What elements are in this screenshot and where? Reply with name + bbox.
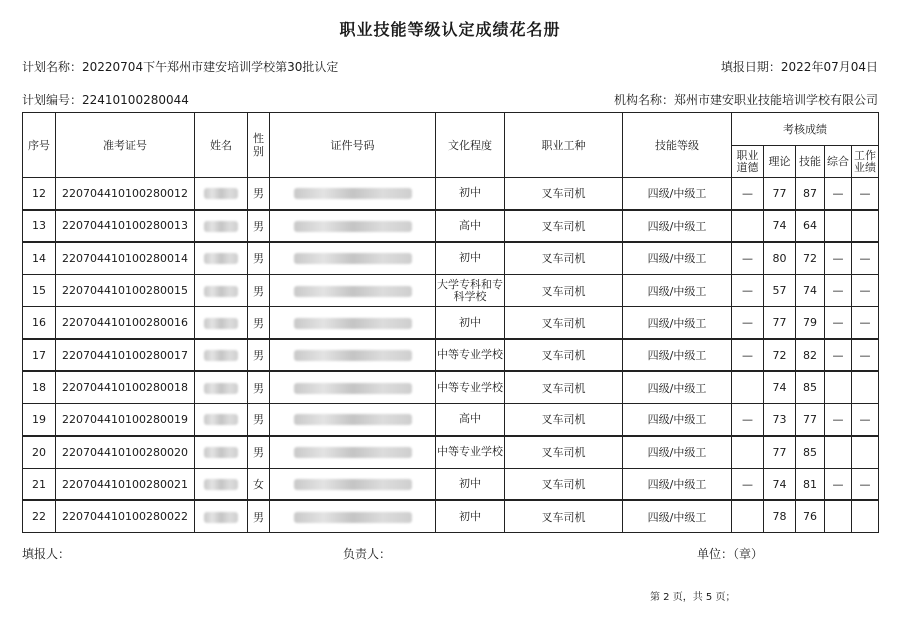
id-no-cell xyxy=(270,500,436,532)
redacted-name xyxy=(204,253,238,264)
header-occupation: 职业工种 xyxy=(505,113,623,178)
ethics-cell: — xyxy=(732,274,764,306)
education-cell: 初中 xyxy=(436,307,505,339)
performance-cell: — xyxy=(852,274,879,306)
skill-level-cell: 四级/中级工 xyxy=(623,307,732,339)
table-row xyxy=(23,468,879,500)
gender-cell: 男 xyxy=(248,339,270,371)
occupation-cell: 叉车司机 xyxy=(505,307,623,339)
id-no-cell xyxy=(270,404,436,436)
redacted-name xyxy=(204,318,238,329)
table-row xyxy=(23,307,879,339)
theory-cell: 80 xyxy=(764,242,796,274)
redacted-name xyxy=(204,286,238,297)
theory-cell: 78 xyxy=(764,500,796,532)
header-ethics: 职业道德 xyxy=(732,146,764,178)
skill-level-cell: 四级/中级工 xyxy=(623,500,732,532)
score-roster-table xyxy=(22,112,879,533)
theory-cell: 77 xyxy=(764,307,796,339)
page-title: 职业技能等级认定成绩花名册 xyxy=(339,20,561,39)
redacted-name xyxy=(204,414,238,425)
performance-cell: — xyxy=(852,468,879,500)
occupation-cell: 叉车司机 xyxy=(505,339,623,371)
overall-cell: — xyxy=(825,242,852,274)
exam-no-cell: 220704410100280017 xyxy=(56,339,195,371)
overall-cell: — xyxy=(825,274,852,306)
skill-cell: 64 xyxy=(796,210,825,242)
table-row xyxy=(23,404,879,436)
overall-cell: — xyxy=(825,178,852,210)
skill-cell: 82 xyxy=(796,339,825,371)
occupation-cell: 叉车司机 xyxy=(505,178,623,210)
ethics-cell: — xyxy=(732,307,764,339)
education-cell: 初中 xyxy=(436,178,505,210)
ethics-cell xyxy=(732,436,764,468)
redacted-id-number xyxy=(294,350,412,361)
skill-level-cell: 四级/中级工 xyxy=(623,371,732,403)
ethics-cell: — xyxy=(732,242,764,274)
header-gender: 性别 xyxy=(248,113,270,178)
exam-no-cell: 220704410100280019 xyxy=(56,404,195,436)
performance-cell: — xyxy=(852,339,879,371)
id-no-cell xyxy=(270,274,436,306)
skill-cell: 85 xyxy=(796,436,825,468)
header-exam-no: 准考证号 xyxy=(56,113,195,178)
education-cell: 高中 xyxy=(436,404,505,436)
skill-cell: 81 xyxy=(796,468,825,500)
skill-cell: 76 xyxy=(796,500,825,532)
occupation-cell: 叉车司机 xyxy=(505,371,623,403)
skill-level-cell: 四级/中级工 xyxy=(623,404,732,436)
redacted-name xyxy=(204,350,238,361)
header-id-no: 证件号码 xyxy=(270,113,436,178)
ethics-cell: — xyxy=(732,404,764,436)
name-cell xyxy=(195,468,248,500)
table-body xyxy=(23,178,879,533)
performance-cell: — xyxy=(852,404,879,436)
ethics-cell: — xyxy=(732,178,764,210)
seq-cell: 17 xyxy=(23,339,56,371)
ethics-cell: — xyxy=(732,468,764,500)
occupation-cell: 叉车司机 xyxy=(505,436,623,468)
overall-cell: — xyxy=(825,468,852,500)
gender-cell: 男 xyxy=(248,436,270,468)
table-row xyxy=(23,436,879,468)
skill-level-cell: 四级/中级工 xyxy=(623,274,732,306)
name-cell xyxy=(195,307,248,339)
fill-date: 填报日期：2022年07月04日 xyxy=(720,60,878,74)
plan-name: 计划名称：20220704下午郑州市建安培训学校第30批认定 xyxy=(22,60,339,74)
redacted-id-number xyxy=(294,512,412,523)
redacted-name xyxy=(204,383,238,394)
skill-level-cell: 四级/中级工 xyxy=(623,436,732,468)
occupation-cell: 叉车司机 xyxy=(505,210,623,242)
redacted-name xyxy=(204,479,238,490)
occupation-cell: 叉车司机 xyxy=(505,500,623,532)
seq-cell: 15 xyxy=(23,274,56,306)
id-no-cell xyxy=(270,210,436,242)
table-row xyxy=(23,339,879,371)
ethics-cell xyxy=(732,500,764,532)
theory-cell: 77 xyxy=(764,178,796,210)
ethics-cell xyxy=(732,210,764,242)
performance-cell xyxy=(852,500,879,532)
organization-name: 机构名称：郑州市建安职业技能培训学校有限公司 xyxy=(613,93,878,107)
overall-cell xyxy=(825,371,852,403)
performance-cell xyxy=(852,436,879,468)
id-no-cell xyxy=(270,371,436,403)
header-scores: 考核成绩 xyxy=(732,113,879,146)
exam-no-cell: 220704410100280016 xyxy=(56,307,195,339)
overall-cell xyxy=(825,436,852,468)
occupation-cell: 叉车司机 xyxy=(505,274,623,306)
plan-number: 计划编号：22410100280044 xyxy=(22,93,189,107)
education-cell: 中等专业学校 xyxy=(436,371,505,403)
education-cell: 初中 xyxy=(436,500,505,532)
header-name: 姓名 xyxy=(195,113,248,178)
exam-no-cell: 220704410100280018 xyxy=(56,371,195,403)
skill-cell: 74 xyxy=(796,274,825,306)
skill-cell: 77 xyxy=(796,404,825,436)
theory-cell: 72 xyxy=(764,339,796,371)
exam-no-cell: 220704410100280012 xyxy=(56,178,195,210)
overall-cell xyxy=(825,500,852,532)
redacted-id-number xyxy=(294,221,412,232)
name-cell xyxy=(195,210,248,242)
education-cell: 大学专科和专科学校 xyxy=(436,274,505,306)
redacted-name xyxy=(204,447,238,458)
redacted-id-number xyxy=(294,414,412,425)
name-cell xyxy=(195,274,248,306)
table-row xyxy=(23,371,879,403)
table-row xyxy=(23,274,879,306)
redacted-id-number xyxy=(294,479,412,490)
name-cell xyxy=(195,242,248,274)
overall-cell xyxy=(825,210,852,242)
gender-cell: 男 xyxy=(248,210,270,242)
filler-label: 填报人： xyxy=(22,547,71,561)
theory-cell: 74 xyxy=(764,371,796,403)
seq-cell: 18 xyxy=(23,371,56,403)
id-no-cell xyxy=(270,307,436,339)
performance-cell: — xyxy=(852,242,879,274)
redacted-id-number xyxy=(294,188,412,199)
skill-cell: 72 xyxy=(796,242,825,274)
gender-cell: 男 xyxy=(248,500,270,532)
responsible-label: 负责人： xyxy=(343,547,392,561)
gender-cell: 男 xyxy=(248,274,270,306)
education-cell: 中等专业学校 xyxy=(436,436,505,468)
education-cell: 初中 xyxy=(436,242,505,274)
exam-no-cell: 220704410100280021 xyxy=(56,468,195,500)
performance-cell xyxy=(852,210,879,242)
redacted-name xyxy=(204,221,238,232)
table-row xyxy=(23,242,879,274)
exam-no-cell: 220704410100280015 xyxy=(56,274,195,306)
redacted-id-number xyxy=(294,447,412,458)
skill-level-cell: 四级/中级工 xyxy=(623,468,732,500)
ethics-cell: — xyxy=(732,339,764,371)
exam-no-cell: 220704410100280020 xyxy=(56,436,195,468)
redacted-id-number xyxy=(294,318,412,329)
skill-level-cell: 四级/中级工 xyxy=(623,210,732,242)
gender-cell: 男 xyxy=(248,404,270,436)
name-cell xyxy=(195,500,248,532)
id-no-cell xyxy=(270,242,436,274)
redacted-id-number xyxy=(294,286,412,297)
exam-no-cell: 220704410100280014 xyxy=(56,242,195,274)
seq-cell: 14 xyxy=(23,242,56,274)
skill-cell: 85 xyxy=(796,371,825,403)
overall-cell: — xyxy=(825,307,852,339)
header-overall: 综合 xyxy=(825,146,852,178)
skill-cell: 79 xyxy=(796,307,825,339)
name-cell xyxy=(195,371,248,403)
table-row xyxy=(23,500,879,532)
seq-cell: 20 xyxy=(23,436,56,468)
seq-cell: 13 xyxy=(23,210,56,242)
header-seq: 序号 xyxy=(23,113,56,178)
occupation-cell: 叉车司机 xyxy=(505,404,623,436)
exam-no-cell: 220704410100280013 xyxy=(56,210,195,242)
header-theory: 理论 xyxy=(764,146,796,178)
redacted-name xyxy=(204,188,238,199)
header-performance: 工作业绩 xyxy=(852,146,879,178)
overall-cell: — xyxy=(825,404,852,436)
occupation-cell: 叉车司机 xyxy=(505,468,623,500)
gender-cell: 男 xyxy=(248,307,270,339)
header-education: 文化程度 xyxy=(436,113,505,178)
skill-level-cell: 四级/中级工 xyxy=(623,339,732,371)
header-skill-level: 技能等级 xyxy=(623,113,732,178)
theory-cell: 57 xyxy=(764,274,796,306)
id-no-cell xyxy=(270,339,436,371)
education-cell: 中等专业学校 xyxy=(436,339,505,371)
gender-cell: 男 xyxy=(248,371,270,403)
theory-cell: 73 xyxy=(764,404,796,436)
unit-seal-label: 单位：（章） xyxy=(697,547,764,561)
table-row xyxy=(23,210,879,242)
name-cell xyxy=(195,339,248,371)
exam-no-cell: 220704410100280022 xyxy=(56,500,195,532)
redacted-id-number xyxy=(294,253,412,264)
id-no-cell xyxy=(270,178,436,210)
gender-cell: 女 xyxy=(248,468,270,500)
gender-cell: 男 xyxy=(248,178,270,210)
seq-cell: 19 xyxy=(23,404,56,436)
id-no-cell xyxy=(270,436,436,468)
theory-cell: 74 xyxy=(764,468,796,500)
occupation-cell: 叉车司机 xyxy=(505,242,623,274)
name-cell xyxy=(195,178,248,210)
seq-cell: 16 xyxy=(23,307,56,339)
seq-cell: 12 xyxy=(23,178,56,210)
skill-level-cell: 四级/中级工 xyxy=(623,178,732,210)
table-row xyxy=(23,178,879,210)
seq-cell: 22 xyxy=(23,500,56,532)
redacted-id-number xyxy=(294,383,412,394)
skill-level-cell: 四级/中级工 xyxy=(623,242,732,274)
name-cell xyxy=(195,436,248,468)
education-cell: 高中 xyxy=(436,210,505,242)
education-cell: 初中 xyxy=(436,468,505,500)
overall-cell: — xyxy=(825,339,852,371)
ethics-cell xyxy=(732,371,764,403)
theory-cell: 74 xyxy=(764,210,796,242)
seq-cell: 21 xyxy=(23,468,56,500)
gender-cell: 男 xyxy=(248,242,270,274)
header-skill: 技能 xyxy=(796,146,825,178)
theory-cell: 77 xyxy=(764,436,796,468)
performance-cell: — xyxy=(852,307,879,339)
performance-cell: — xyxy=(852,178,879,210)
performance-cell xyxy=(852,371,879,403)
skill-cell: 87 xyxy=(796,178,825,210)
name-cell xyxy=(195,404,248,436)
redacted-name xyxy=(204,512,238,523)
id-no-cell xyxy=(270,468,436,500)
page-indicator: 第 2 页，共 5 页； xyxy=(650,592,736,603)
